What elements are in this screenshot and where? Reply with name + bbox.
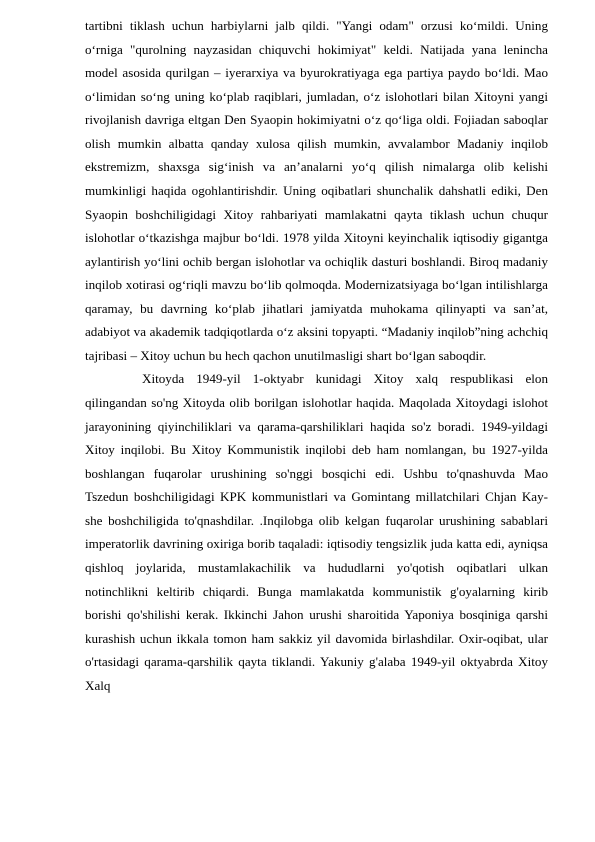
- body-text: [85, 14, 548, 697]
- paragraph-1: tartibni tiklash uchun harbiylarni jalb qildi. "Yangi odam" orzusi koʻmildi. Uning oʻrniga "qurolning nayzasidan chiquvchi hokimiyat" keldi. Natijada yana lenincha model asosida qurilgan – iyerarxiya va byurokratiyaga ega partiya paydo boʻldi. Mao oʻlimidan soʻng uning koʻplab raqiblari, jumladan, oʻz islohotlari bilan Xitoyni yangi rivojlanish davriga eltgan Den Syaopin hokimiyatni oʻz qoʻliga oldi. Fojiadan saboqlar olish mumkin albatta qanday xulosa qilish mumkin, avvalambor Madaniy inqilob ekstremizm, shaxsga sigʻinish va anʼanalarni yoʻq qilish nimalarga olib kelishi mumkinligi haqida ogohlantirishdir. Uning oqibatlari shunchalik dahshatli ediki, Den Syaopin boshchiligidagi Xitoy rahbariyati mamlakatni qayta tiklash uchun chuqur islohotlar oʻtkazishga majbur boʻldi. 1978 yilda Xitoyni keyinchalik iqtisodiy gigantga aylantirish yoʻlini ochib bergan islohotlar va ochiqlik dasturi boshlandi. Biroq madaniy inqilob xotirasi ogʻriqli mavzu boʻlib qolmoqda. Modernizatsiyaga boʻlgan intilishlarga qaramay, bu davrning koʻplab jihatlari jamiyatda muhokama qilinyapti va sanʼat, adabiyot va akademik tadqiqotlarda oʻz aksini topyapti. “Madaniy inqilob”ning achchiq tajribasi – Xitoy uchun bu hech qachon unutilmasligi shart boʻlgan saboqdir.: [85, 18, 548, 363]
- paragraph-2: Xitoyda 1949-yil 1-oktyabr kunidagi Xitoy xalq respublikasi elon qilingandan so'ng Xitoyda olib borilgan islohotlar haqida. Maqolada Xitoydagi islohot jarayonining qiyinchiliklari va qarama-qarshiliklari haqida so'z boradi. 1949-yildagi Xitoy inqilobi. Bu Xitoy Kommunistik inqilobi deb ham nomlangan, bu 1927-yilda boshlangan fuqarolar urushining so'nggi bosqichi edi. Ushbu to'qnashuvda Mao Tszedun boshchiligidagi KPK kommunistlari va Gomintang millatchilari Chjan Kay-she boshchiligida to'qnashdilar. .Inqilobga olib kelgan fuqarolar urushining sabablari imperatorlik davrining oxiriga borib taqaladi: iqtisodiy tengsizlik juda katta edi, ayniqsa qishloq joylarida, mustamlakachilik va hududlarni yo'qotish oqibatlari ulkan notinchlikni keltirib chiqardi. Bunga mamlakatda kommunistik g'oyalarning kirib borishi qo'shilishi kerak. Ikkinchi Jahon urushi sharoitida Yaponiya bosqiniga qarshi kurashish uchun ikkala tomon ham sakkiz yil davomida birlashdilar. Oxir-oqibat, ular o'rtasidagi qarama-qarshilik qayta tiklandi. Yakuniy g'alaba 1949-yil oktyabrda Xitoy Xalq: [85, 371, 548, 693]
